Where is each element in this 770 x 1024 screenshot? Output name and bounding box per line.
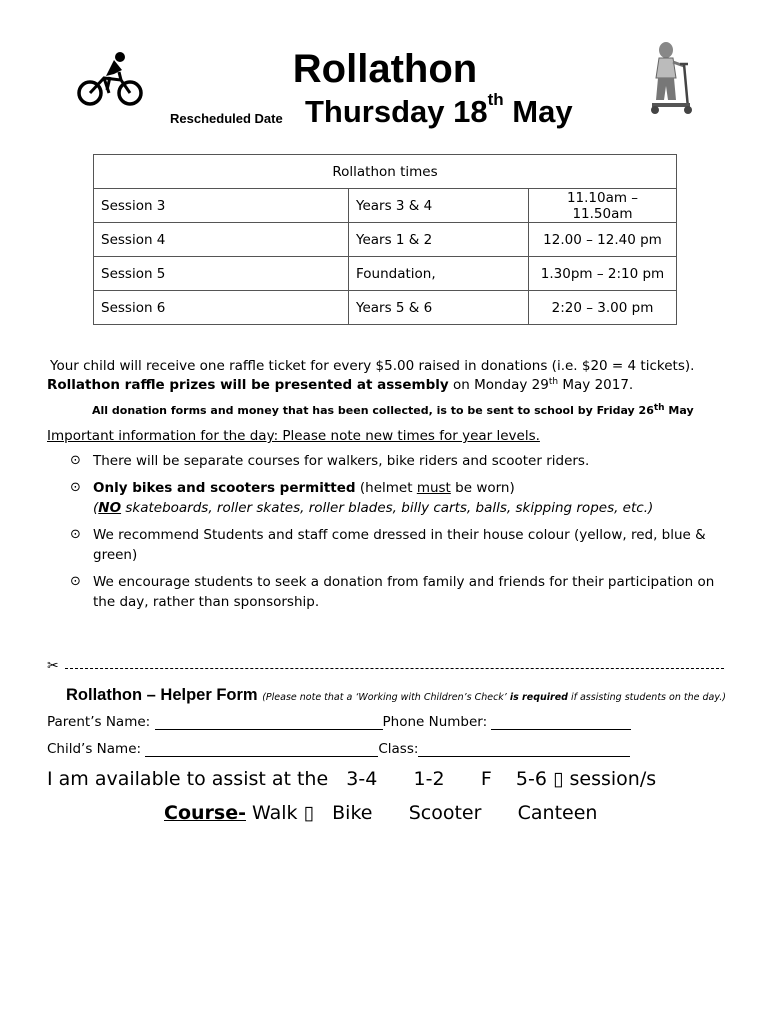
time-cell: 1.30pm – 2:10 pm xyxy=(529,257,677,291)
years-cell: Years 3 & 4 xyxy=(349,189,529,223)
course-options: Walk ▯ Bike Scooter Canteen xyxy=(245,802,598,824)
course-line xyxy=(164,802,597,824)
list-item: ⊙ There will be separate courses for walkers, bike riders and scooter riders. xyxy=(70,453,590,469)
table-row xyxy=(94,291,677,325)
parent-name-label: Parent’s Name: xyxy=(47,714,155,730)
bullet-icon: ⊙ xyxy=(70,574,81,589)
years-cell: Foundation, xyxy=(349,257,529,291)
list-item: ⊙ Only bikes and scooters permitted (helmet must be worn) (NO skateboards, roller skates, roller blades, billy carts, balls, skipping ropes, etc.) xyxy=(70,480,654,516)
time-cell: 11.10am – 11.50am xyxy=(529,189,677,223)
scissors-icon: ✂ xyxy=(47,657,59,673)
dashed-divider xyxy=(65,668,724,669)
rescheduled-label: Rescheduled Date xyxy=(170,111,283,126)
list-item: ⊙ We encourage students to seek a donation from family and friends for their participation on the day, rather than sponsorship. xyxy=(70,574,715,610)
parent-name-field[interactable] xyxy=(155,715,383,730)
phone-number-field[interactable] xyxy=(491,715,631,730)
session-cell: Session 4 xyxy=(94,223,349,257)
table-heading: Rollathon times xyxy=(94,155,677,189)
availability-line: I am available to assist at the 3-4 1-2 F 5-6 ▯ session/s xyxy=(47,768,657,790)
raffle-info: Your child will receive one raffle ticket for every $5.00 raised in donations (i.e. $20 = 4 tickets). xyxy=(50,358,695,374)
parent-phone-row xyxy=(47,714,631,730)
rollathon-times-table xyxy=(93,154,677,325)
bullet-icon: ⊙ xyxy=(70,480,81,495)
cut-line xyxy=(47,659,724,677)
bullet-icon: ⊙ xyxy=(70,453,81,468)
scooter-rider-icon xyxy=(648,42,698,121)
class-field[interactable] xyxy=(418,742,630,757)
years-cell: Years 1 & 2 xyxy=(349,223,529,257)
table-row xyxy=(94,257,677,291)
important-heading: Important information for the day: Please note new times for year levels. xyxy=(47,428,540,444)
prizes-info: Rollathon raffle prizes will be presented at assembly on Monday 29th May 2017. xyxy=(47,377,634,393)
child-name-field[interactable] xyxy=(145,742,378,757)
wwcc-note: (Please note that a ‘Working with Children’s Check’ is required if assisting students on the day.) xyxy=(262,692,726,703)
session-cell: Session 6 xyxy=(94,291,349,325)
rescheduled-date: Thursday 18th May xyxy=(305,90,573,129)
time-cell: 2:20 – 3.00 pm xyxy=(529,291,677,325)
table-row xyxy=(94,223,677,257)
list-item: ⊙ We recommend Students and staff come dressed in their house colour (yellow, red, blue & green) xyxy=(70,527,706,563)
child-class-row xyxy=(47,741,630,757)
table-row xyxy=(94,189,677,223)
course-label: Course- xyxy=(164,802,246,824)
bullet-icon: ⊙ xyxy=(70,527,81,542)
class-label: Class: xyxy=(378,741,419,757)
helper-form-title: Rollathon – Helper Form (Please note that a ‘Working with Children’s Check’ is required if assisting students on the day.) xyxy=(66,686,726,704)
session-cell: Session 3 xyxy=(94,189,349,223)
child-name-label: Child’s Name: xyxy=(47,741,146,757)
cyclist-icon xyxy=(76,50,144,113)
important-list xyxy=(70,451,730,619)
phone-label: Phone Number: xyxy=(382,714,492,730)
session-cell: Session 5 xyxy=(94,257,349,291)
donations-deadline: All donation forms and money that has been collected, is to be sent to school by Friday 26th May xyxy=(92,403,694,417)
page-title: Rollathon xyxy=(292,47,478,91)
years-cell: Years 5 & 6 xyxy=(349,291,529,325)
time-cell: 12.00 – 12.40 pm xyxy=(529,223,677,257)
